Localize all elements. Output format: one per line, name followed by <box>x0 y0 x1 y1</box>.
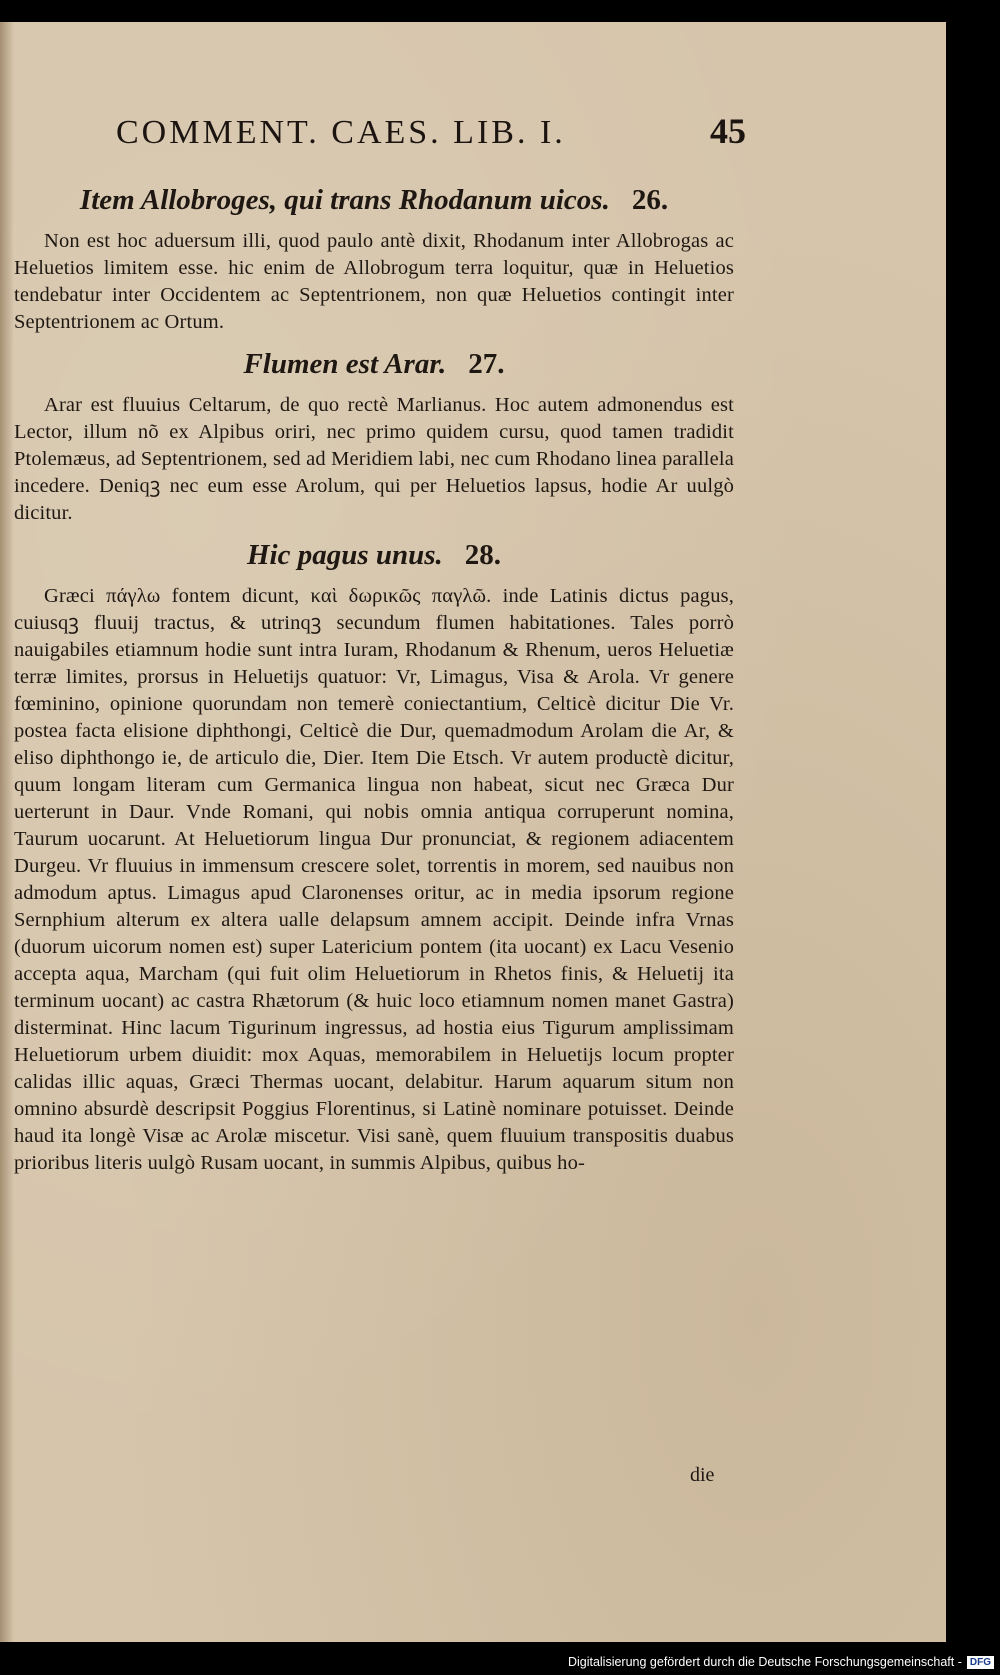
section-28 <box>14 535 734 1177</box>
section-27 <box>14 344 734 527</box>
page-number: 45 <box>710 111 746 151</box>
section-paragraph: Græci πάγλω fontem dicunt, καὶ δωρικῶς παγλῶ. inde Latinis dictus pagus, cuiusqꝫ fluuij tractus, & utrinqꝫ secundum flumen habitationes. Tales porrò nauigabiles etiamnum hodie sunt intra Iuram, Rhodanum & Rhenum, ueros Heluetiæ terræ limites, prorsus in Heluetijs quatuor: Vr, Limagus, Visa & Arola. Vr genere fœminino, opinione quorundam non temerè coniectantium, Celticè dicitur Die Vr. postea facta elisione diphthongi, Celticè die Dur, quemadmodum Arolam die Ar, & eliso diphthongo ie, de articulo die, Dier. Item Die Etsch. Vr autem productè dicitur, quum longam literam cum Germanica lingua non habeat, sicut nec Græca Dur uerterunt in Daur. Vnde Romani, qui nobis omnia antiqua corruperunt nomina, Taurum uocarunt. At Heluetiorum lingua Dur pronunciat, & regionem adiacentem Durgeu. Vr fluuius in immensum crescere solet, torrentis in morem, sed nauibus non admodum aptus. Limagus apud Claronenses oritur, ac in media ipsorum regione Sernphium alterum ex altera ualle delapsum amnem accipit. Deinde infra Vrnas (duorum uicorum nomen est) super Latericium pontem (ita uocant) ex Lacu Vesenio accepta aqua, Marcham (qui fuit olim Heluetiorum in Rhetos finis, & Heluetij ita terminum uocant) ac castra Rhætorum (& huic loco etiamnum nomen manet Gastra) disterminat. Hinc lacum Tigurinum ingressus, ad hostia eius Tigurum amplissimam Heluetiorum urbem diuidit: mox Aquas, memorabilem in Heluetijs locum propter calidas illic aquas, Græci Thermas uocant, delabitur. Harum aquarum situm non omnino absurdè descripsit Poggius Florentinus, si Latinè nominare potuisset. Deinde haud ita longè Visæ ac Arolæ miscetur. Visi sanè, quem fluuium transpositis duabus prioribus literis uulgò Rusam uocant, in summis Alpibus, quibus ho- <box>14 585 734 1174</box>
credit-text: Digitalisierung gefördert durch die Deutsche Forschungsgemeinschaft - <box>567 1655 962 1669</box>
section-heading <box>14 180 734 220</box>
running-head: COMMENT. CAES. LIB. I. <box>116 114 566 151</box>
book-page <box>0 22 946 1642</box>
section-26 <box>14 180 734 336</box>
heading-text: Item Allobroges, qui trans Rhodanum uicos. <box>79 184 610 216</box>
section-number: 27. <box>468 348 505 380</box>
digitization-credit <box>568 1655 994 1669</box>
heading-text: Hic pagus unus. <box>246 539 443 571</box>
section-paragraph: Arar est fluuius Celtarum, de quo rectè Marlianus. Hoc autem admonendus est Lector, illum nõ ex Alpibus oriri, nec primo quidem cursu, quod tamen tradidit Ptolemæus, ad Septentrionem, sed ad Meridiem labi, nec cum Rhodano linea parallela incedere. Deniqꝫ nec eum esse Arolum, qui per Heluetios lapsus, hodie Ar uulgò dicitur. <box>14 394 734 524</box>
catchword: die <box>690 1464 715 1486</box>
section-heading <box>14 535 734 575</box>
section-paragraph: Non est hoc aduersum illi, quod paulo antè dixit, Rhodanum inter Allobrogas ac Heluetios limitem esse. hic enim de Allobrogum terra loquitur, quæ in Heluetios tendebatur inter Occidentem ac Septentrionem, non quæ Heluetios contingit inter Septentrionem ac Ortum. <box>14 230 734 333</box>
section-number: 26. <box>631 184 669 216</box>
heading-text: Flumen est Arar. <box>243 348 447 380</box>
section-number: 28. <box>464 539 502 571</box>
page-body <box>14 180 734 1185</box>
dfg-logo[interactable]: DFG <box>967 1656 994 1669</box>
page-header <box>116 110 746 166</box>
section-heading <box>14 344 734 384</box>
